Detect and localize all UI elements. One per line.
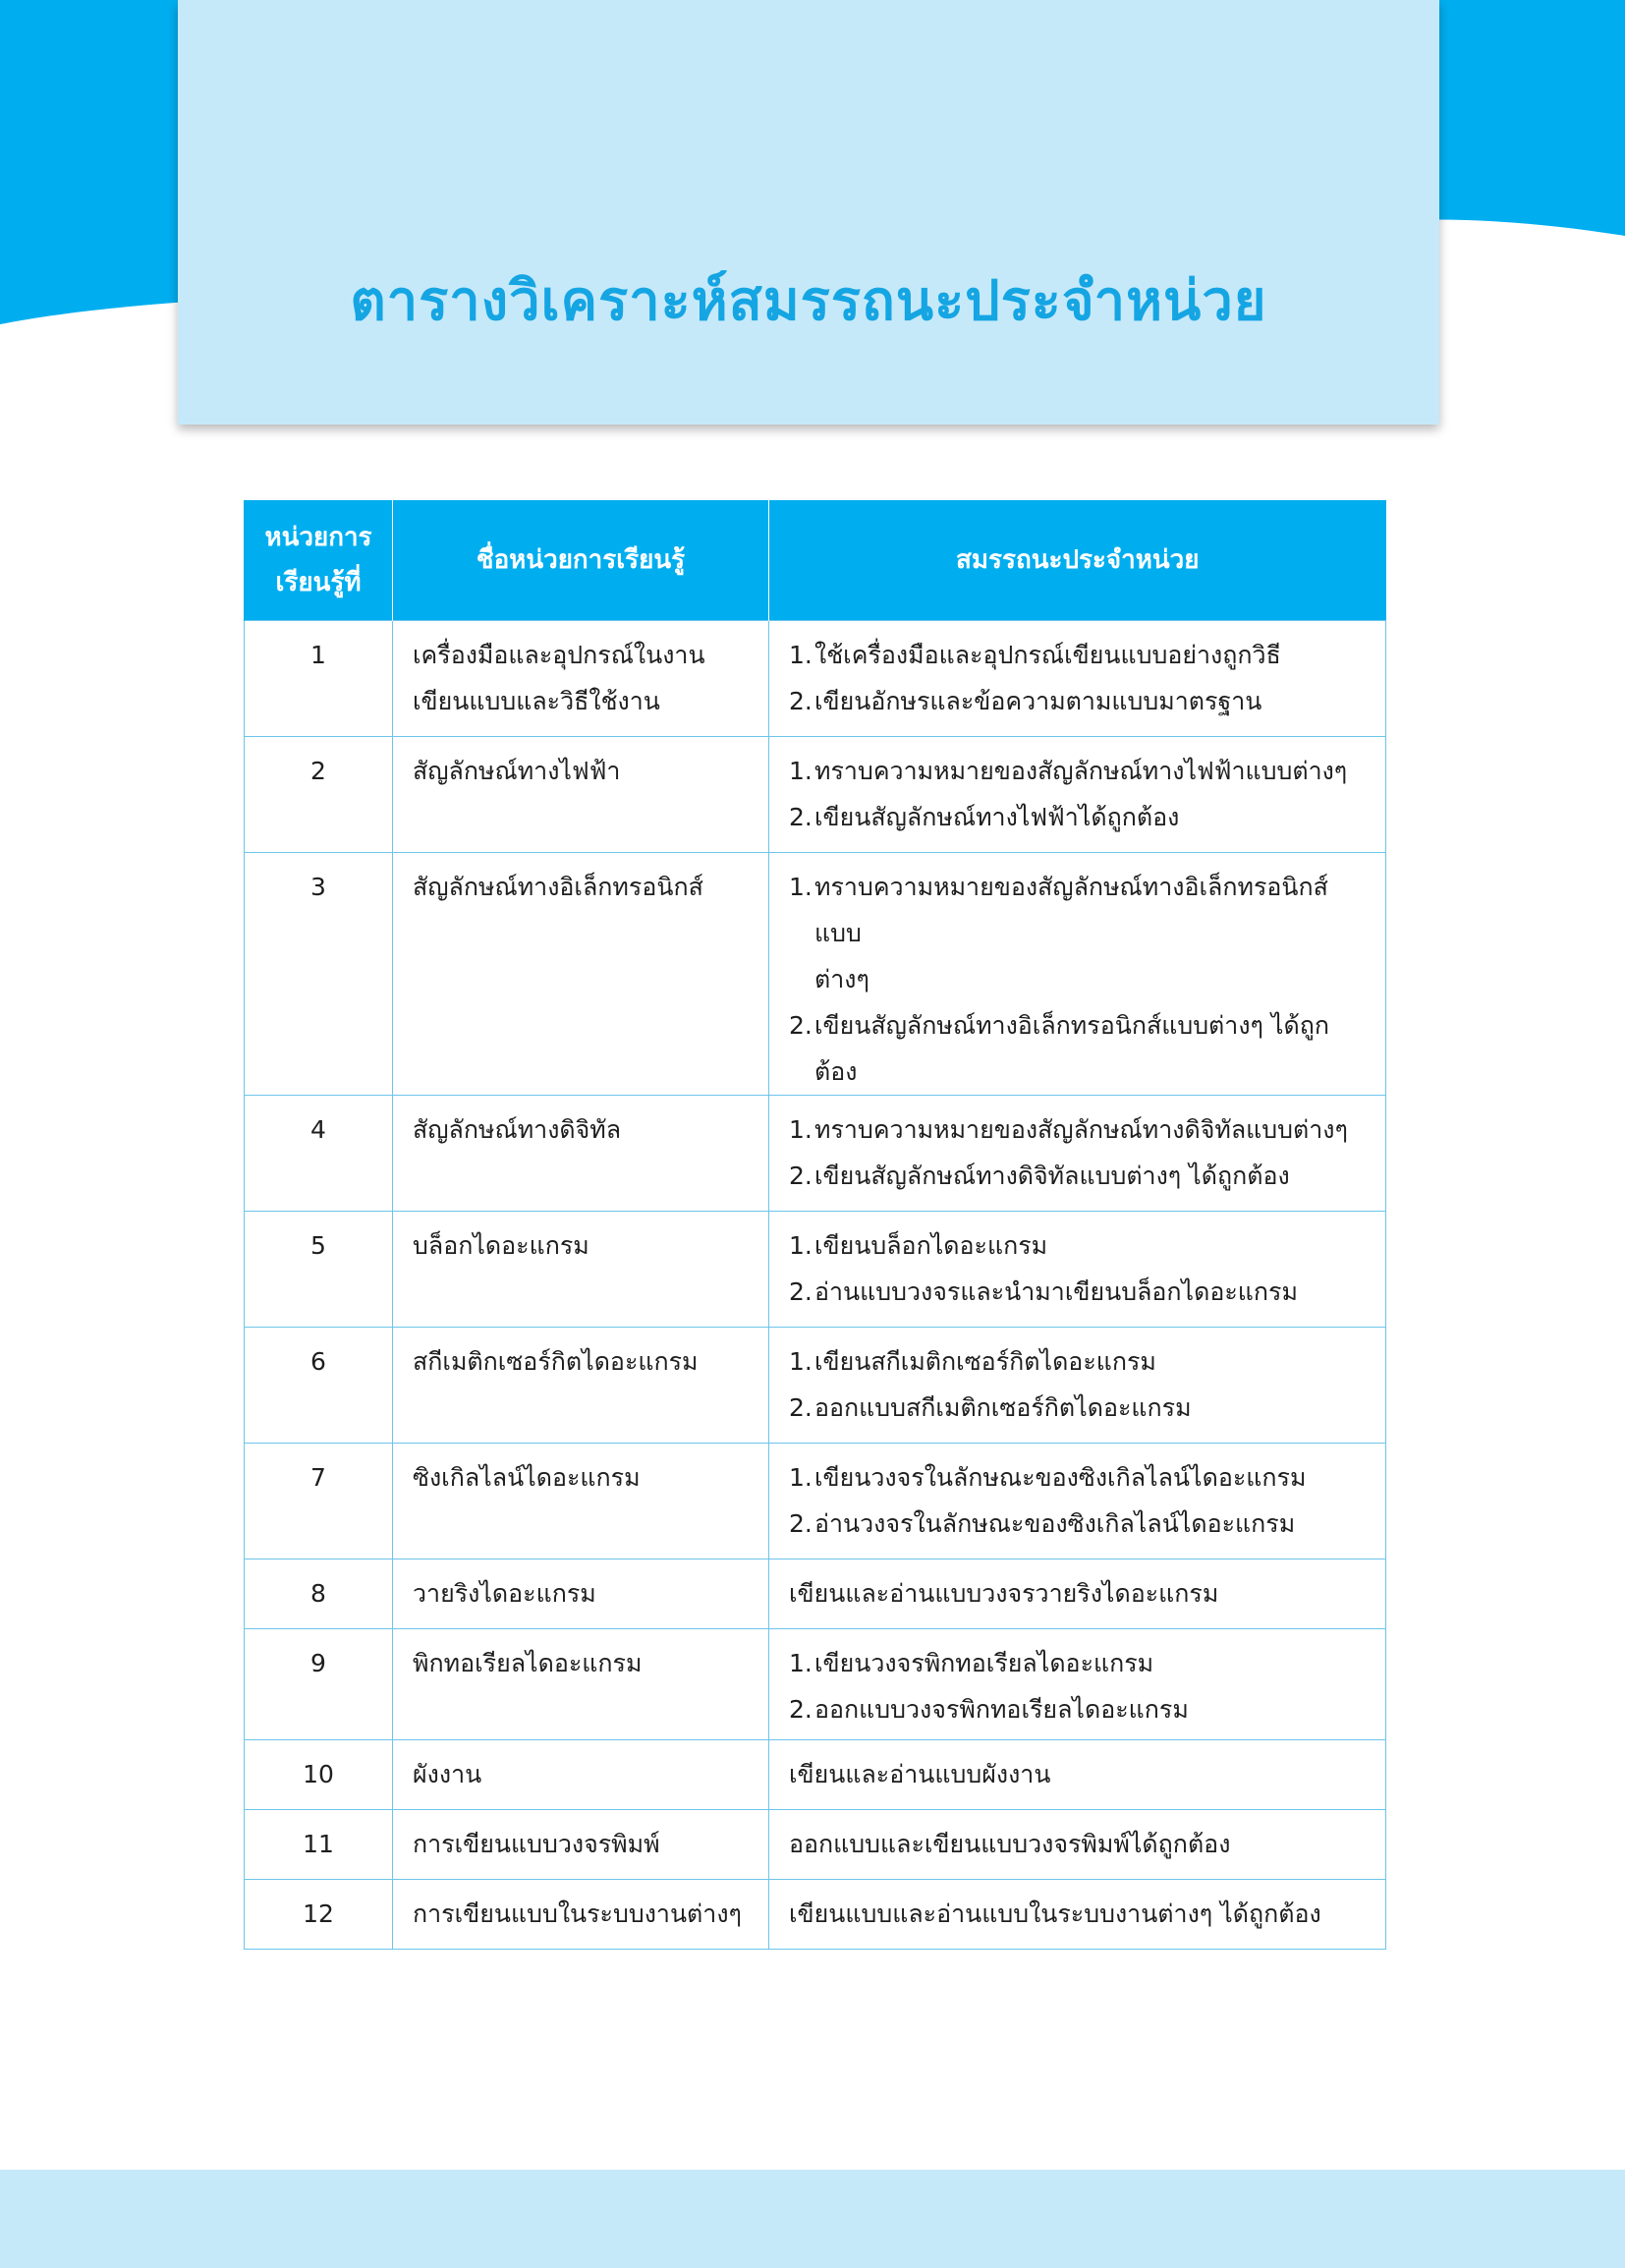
competency-item	[789, 632, 1366, 678]
competency-list	[789, 748, 1366, 840]
competency-text: เขียนวงจรในลักษณะของซิงเกิลไลน์ไดอะแกรม	[814, 1463, 1307, 1492]
competency-text: เขียนอักษรและข้อความตามแบบมาตรฐาน	[814, 687, 1262, 715]
competency-list	[789, 1751, 1366, 1797]
table-row	[245, 1096, 1386, 1212]
competency-number: 2.	[789, 1509, 812, 1538]
competency-text: เขียนแบบและอ่านแบบในระบบงานต่างๆ ได้ถูกต้อง	[789, 1899, 1321, 1928]
competency-list	[789, 1222, 1366, 1315]
competency-text: ออกแบบสกีเมติกเซอร์กิตไดอะแกรม	[814, 1393, 1192, 1422]
competency-text: เขียนและอ่านแบบวงจรวายริงไดอะแกรม	[789, 1579, 1219, 1608]
competency-item	[789, 1640, 1366, 1686]
unit-competencies	[769, 621, 1386, 737]
competency-text: อ่านแบบวงจรและนำมาเขียนบล็อกไดอะแกรม	[814, 1277, 1298, 1306]
competency-item	[789, 1269, 1366, 1315]
unit-number: 2	[245, 737, 393, 853]
unit-number: 5	[245, 1212, 393, 1328]
competency-item	[789, 794, 1366, 840]
unit-name: ซิงเกิลไลน์ไดอะแกรม	[393, 1444, 769, 1559]
unit-name: การเขียนแบบวงจรพิมพ์	[393, 1810, 769, 1880]
unit-number: 1	[245, 621, 393, 737]
unit-competencies	[769, 1559, 1386, 1629]
competency-item	[789, 864, 1366, 1002]
competency-number: 1.	[789, 1115, 812, 1144]
competency-number: 1.	[789, 1649, 812, 1677]
footer-band	[0, 2170, 1625, 2268]
competency-item	[789, 1686, 1366, 1732]
competency-number: 1.	[789, 873, 812, 901]
competency-item	[789, 1106, 1366, 1153]
table-row	[245, 853, 1386, 1096]
title-panel	[178, 0, 1439, 425]
unit-competencies	[769, 1810, 1386, 1880]
competency-text: ออกแบบและเขียนแบบวงจรพิมพ์ได้ถูกต้อง	[789, 1830, 1231, 1858]
unit-number: 12	[245, 1880, 393, 1950]
table-row	[245, 1629, 1386, 1740]
competency-list	[789, 632, 1366, 724]
unit-number: 11	[245, 1810, 393, 1880]
table-row	[245, 1212, 1386, 1328]
unit-competencies	[769, 1740, 1386, 1810]
unit-competencies	[769, 1444, 1386, 1559]
competency-item	[789, 1570, 1366, 1616]
competency-list	[789, 1106, 1366, 1199]
unit-name: สัญลักษณ์ทางอิเล็กทรอนิกส์	[393, 853, 769, 1096]
competency-number: 1.	[789, 1347, 812, 1376]
competency-item	[789, 1385, 1366, 1431]
competency-item	[789, 748, 1366, 794]
competency-text: เขียนสัญลักษณ์ทางอิเล็กทรอนิกส์แบบต่างๆ ได้ถูกต้อง	[814, 1011, 1329, 1086]
table-body	[245, 621, 1386, 1950]
competency-number: 1.	[789, 1231, 812, 1260]
unit-name: การเขียนแบบในระบบงานต่างๆ	[393, 1880, 769, 1950]
unit-competencies	[769, 1880, 1386, 1950]
competency-list	[789, 1454, 1366, 1547]
competency-list	[789, 1640, 1366, 1732]
unit-name: สัญลักษณ์ทางดิจิทัล	[393, 1096, 769, 1212]
unit-competencies	[769, 737, 1386, 853]
competency-list	[789, 1821, 1366, 1867]
unit-number: 3	[245, 853, 393, 1096]
unit-competencies	[769, 1629, 1386, 1740]
competency-text: ใช้เครื่องมือและอุปกรณ์เขียนแบบอย่างถูกวิธี	[814, 641, 1281, 669]
header-unit-label: หน่วยการ เรียนรู้ที่	[264, 523, 372, 597]
competency-number: 2.	[789, 1393, 812, 1422]
competency-text: เขียนสัญลักษณ์ทางไฟฟ้าได้ถูกต้อง	[814, 803, 1180, 831]
competency-item	[789, 1153, 1366, 1199]
competency-item	[789, 1338, 1366, 1385]
competency-number: 2.	[789, 1695, 812, 1724]
competency-text: เขียนวงจรพิกทอเรียลไดอะแกรม	[814, 1649, 1154, 1677]
competency-list	[789, 1570, 1366, 1616]
competency-text: ทราบความหมายของสัญลักษณ์ทางอิเล็กทรอนิกส์แบบ ต่างๆ	[814, 873, 1328, 993]
competency-item	[789, 1222, 1366, 1269]
competency-text: ทราบความหมายของสัญลักษณ์ทางไฟฟ้าแบบต่างๆ	[814, 757, 1348, 785]
table-row	[245, 1880, 1386, 1950]
table-row	[245, 737, 1386, 853]
unit-number: 8	[245, 1559, 393, 1629]
unit-name: สกีเมติกเซอร์กิตไดอะแกรม	[393, 1328, 769, 1444]
competency-item	[789, 1891, 1366, 1937]
unit-name: ผังงาน	[393, 1740, 769, 1810]
competency-text: เขียนสกีเมติกเซอร์กิตไดอะแกรม	[814, 1347, 1156, 1376]
competency-item	[789, 1821, 1366, 1867]
competency-number: 2.	[789, 1277, 812, 1306]
competency-text: ทราบความหมายของสัญลักษณ์ทางดิจิทัลแบบต่างๆ	[814, 1115, 1348, 1144]
competency-item	[789, 678, 1366, 724]
table-row	[245, 1740, 1386, 1810]
page-title: ตารางวิเคราะห์สมรรถนะประจำหน่วย	[350, 269, 1267, 333]
competency-number: 2.	[789, 803, 812, 831]
header-unit-name: ชื่อหน่วยการเรียนรู้	[393, 500, 769, 621]
competency-number: 2.	[789, 687, 812, 715]
competency-text: อ่านวงจรในลักษณะของซิงเกิลไลน์ไดอะแกรม	[814, 1509, 1296, 1538]
competency-number: 1.	[789, 757, 812, 785]
table-row	[245, 1810, 1386, 1880]
unit-number: 4	[245, 1096, 393, 1212]
unit-competencies	[769, 1212, 1386, 1328]
unit-number: 9	[245, 1629, 393, 1740]
unit-competencies	[769, 1096, 1386, 1212]
competency-item	[789, 1501, 1366, 1547]
competency-item	[789, 1002, 1366, 1095]
competency-text: เขียนและอ่านแบบผังงาน	[789, 1760, 1051, 1788]
unit-number: 6	[245, 1328, 393, 1444]
unit-name: สัญลักษณ์ทางไฟฟ้า	[393, 737, 769, 853]
competency-text: เขียนสัญลักษณ์ทางดิจิทัลแบบต่างๆ ได้ถูกต้อง	[814, 1162, 1290, 1190]
table-row	[245, 1328, 1386, 1444]
competency-list	[789, 1891, 1366, 1937]
header-unit	[245, 500, 393, 621]
competency-number: 1.	[789, 641, 812, 669]
competency-list	[789, 1338, 1366, 1431]
unit-number: 7	[245, 1444, 393, 1559]
competency-item	[789, 1751, 1366, 1797]
unit-competencies	[769, 1328, 1386, 1444]
competency-number: 2.	[789, 1162, 812, 1190]
competency-item	[789, 1454, 1366, 1501]
unit-name: บล็อกไดอะแกรม	[393, 1212, 769, 1328]
table-row	[245, 1559, 1386, 1629]
unit-competencies	[769, 853, 1386, 1096]
competency-list	[789, 864, 1366, 1095]
competency-text: เขียนบล็อกไดอะแกรม	[814, 1231, 1048, 1260]
competency-number: 2.	[789, 1011, 812, 1040]
unit-name: วายริงไดอะแกรม	[393, 1559, 769, 1629]
unit-name: เครื่องมือและอุปกรณ์ในงาน เขียนแบบและวิธีใช้งาน	[393, 621, 769, 737]
competency-text: ออกแบบวงจรพิกทอเรียลไดอะแกรม	[814, 1695, 1189, 1724]
header-competency: สมรรถนะประจำหน่วย	[769, 500, 1386, 621]
table-row	[245, 621, 1386, 737]
table-row	[245, 1444, 1386, 1559]
unit-name: พิกทอเรียลไดอะแกรม	[393, 1629, 769, 1740]
competency-table	[244, 500, 1386, 1950]
unit-number: 10	[245, 1740, 393, 1810]
table-header-row	[245, 500, 1386, 621]
competency-number: 1.	[789, 1463, 812, 1492]
